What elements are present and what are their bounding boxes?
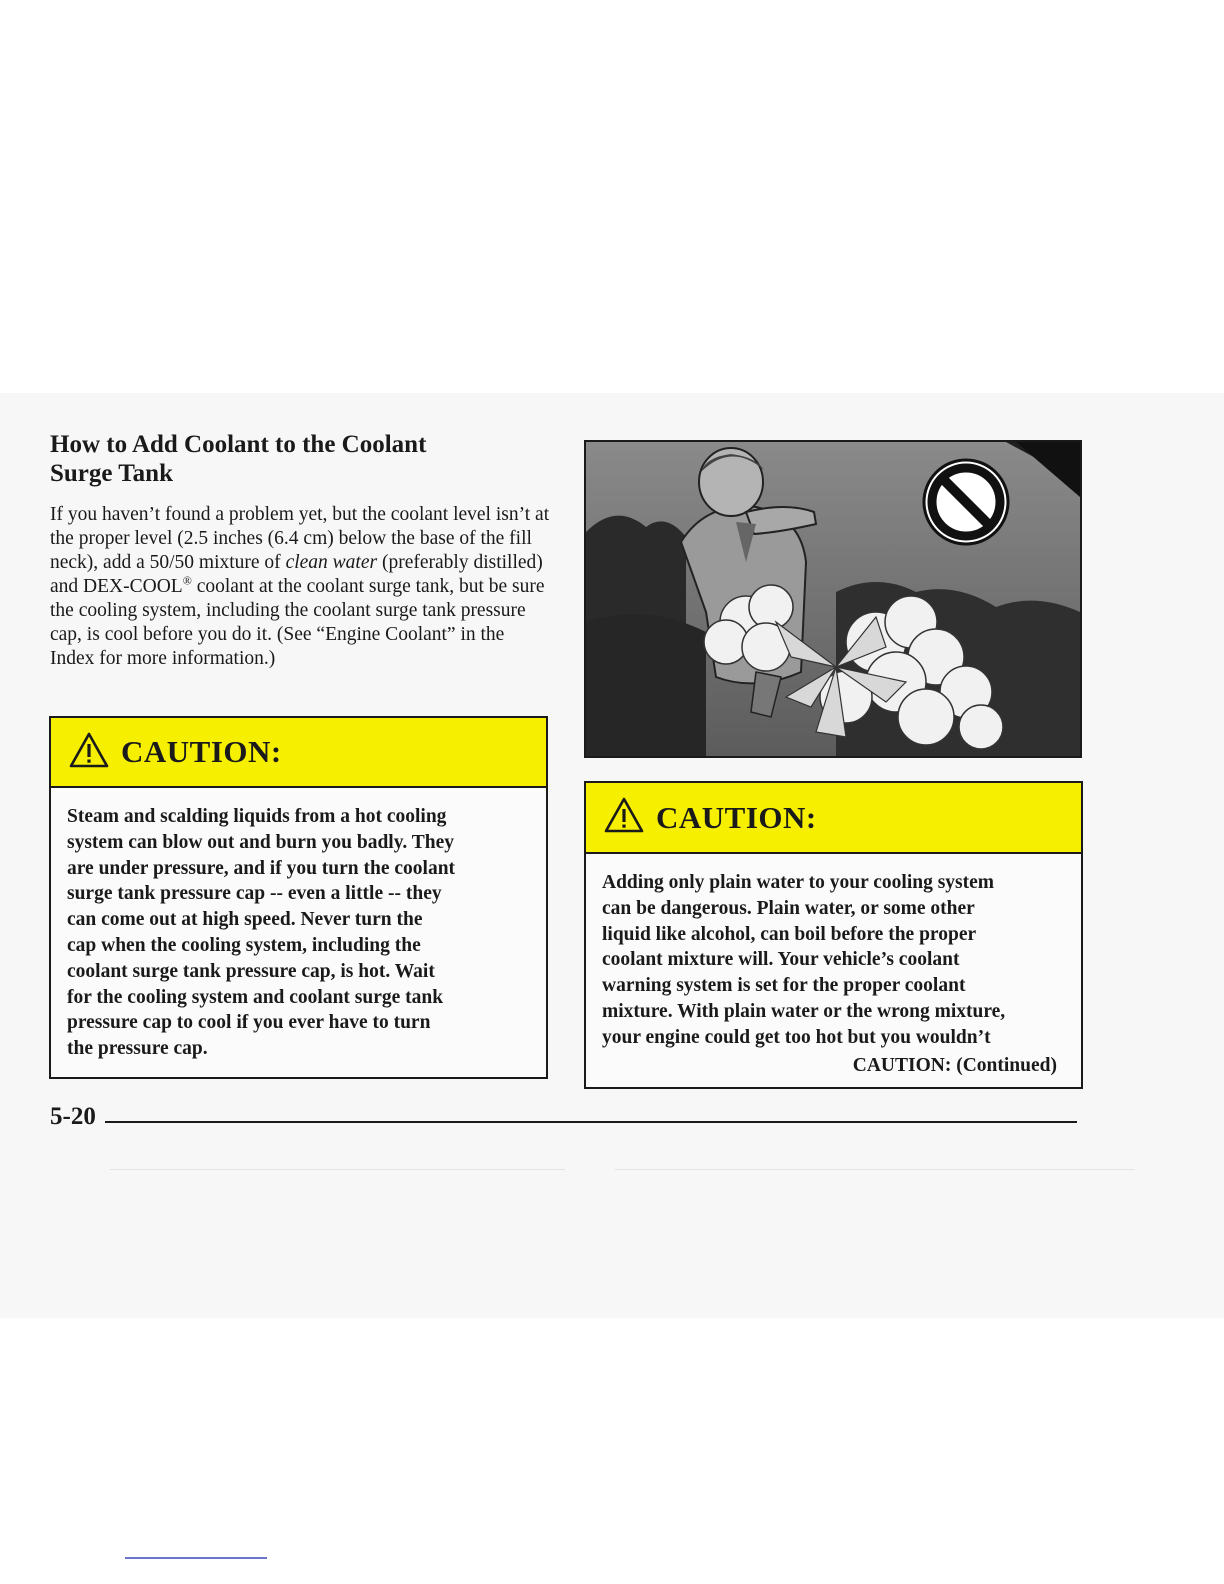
caution-label-right: CAUTION: [656, 799, 817, 835]
caution-line: Adding only plain water to your cooling system [602, 872, 995, 893]
page-number: 5-20 [50, 1103, 96, 1130]
warning-triangle-icon [604, 797, 644, 838]
caution-header-right [586, 783, 1081, 854]
caution-line: can be dangerous. Plain water, or some other [602, 897, 975, 919]
caution-line: system can blow out and burn you badly. They [67, 831, 455, 853]
caution-line: your engine could get too hot but you wouldn’t [602, 1026, 991, 1048]
caution-line: pressure cap to cool if you ever have to turn [67, 1012, 431, 1034]
intro-italic: clean water [285, 552, 378, 573]
faint-divider-left [110, 1169, 565, 1170]
caution-line: liquid like alcohol, can boil before the proper [602, 923, 977, 945]
caution-line: surge tank pressure cap -- even a little -- they [67, 883, 442, 905]
caution-line: the pressure cap. [67, 1038, 208, 1060]
caution-box-right [584, 781, 1083, 1089]
caution-continued: CAUTION: (Continued) [852, 1055, 1057, 1076]
registered-mark: ® [182, 573, 192, 588]
warning-triangle-icon [69, 732, 109, 773]
intro-text-2: (preferably distilled) and DEX-COOL [50, 552, 543, 597]
caution-line: cap when the cooling system, including the [67, 934, 421, 956]
intro-text-3: coolant at the coolant surge tank, but be sure the cooling system, including the coolant surge tank pressure cap, is cool before you do it. (See “Engine Coolant” in the Index for more information.) [50, 576, 545, 669]
caution-line: mixture. With plain water or the wrong mixture, [602, 1000, 1006, 1022]
caution-line: for the cooling system and coolant surge tank [67, 986, 444, 1008]
section-title-line1: How to Add Coolant to the Coolant [50, 431, 427, 458]
section-title [50, 430, 550, 488]
section-title-line2: Surge Tank [50, 460, 173, 487]
caution-header-left [51, 718, 546, 788]
caution-box-left [49, 716, 548, 1079]
caution-line: warning system is set for the proper coolant [602, 975, 966, 997]
link-underline [125, 1557, 267, 1559]
caution-label-left: CAUTION: [121, 734, 282, 769]
caution-line: coolant mixture will. Your vehicle’s coolant [602, 949, 960, 971]
intro-text-1: If you haven’t found a problem yet, but the coolant level isn’t at the proper level (2.5 inches (6.4 cm) below the base of the fill neck), add a 50/50 mixture of [50, 504, 550, 573]
caution-line: coolant surge tank pressure cap, is hot. Wait [67, 960, 435, 982]
no-symbol-icon [924, 460, 1008, 544]
caution-line: can come out at high speed. Never turn the [67, 909, 423, 931]
steam-warning-illustration [584, 440, 1082, 758]
caution-text-right [586, 854, 1081, 1051]
faint-divider-right [615, 1169, 1135, 1170]
caution-line: are under pressure, and if you turn the coolant [67, 857, 456, 879]
intro-paragraph [50, 503, 552, 671]
caution-text-left [51, 788, 546, 1062]
caution-line: Steam and scalding liquids from a hot cooling [67, 806, 447, 827]
footer-rule [105, 1121, 1077, 1123]
